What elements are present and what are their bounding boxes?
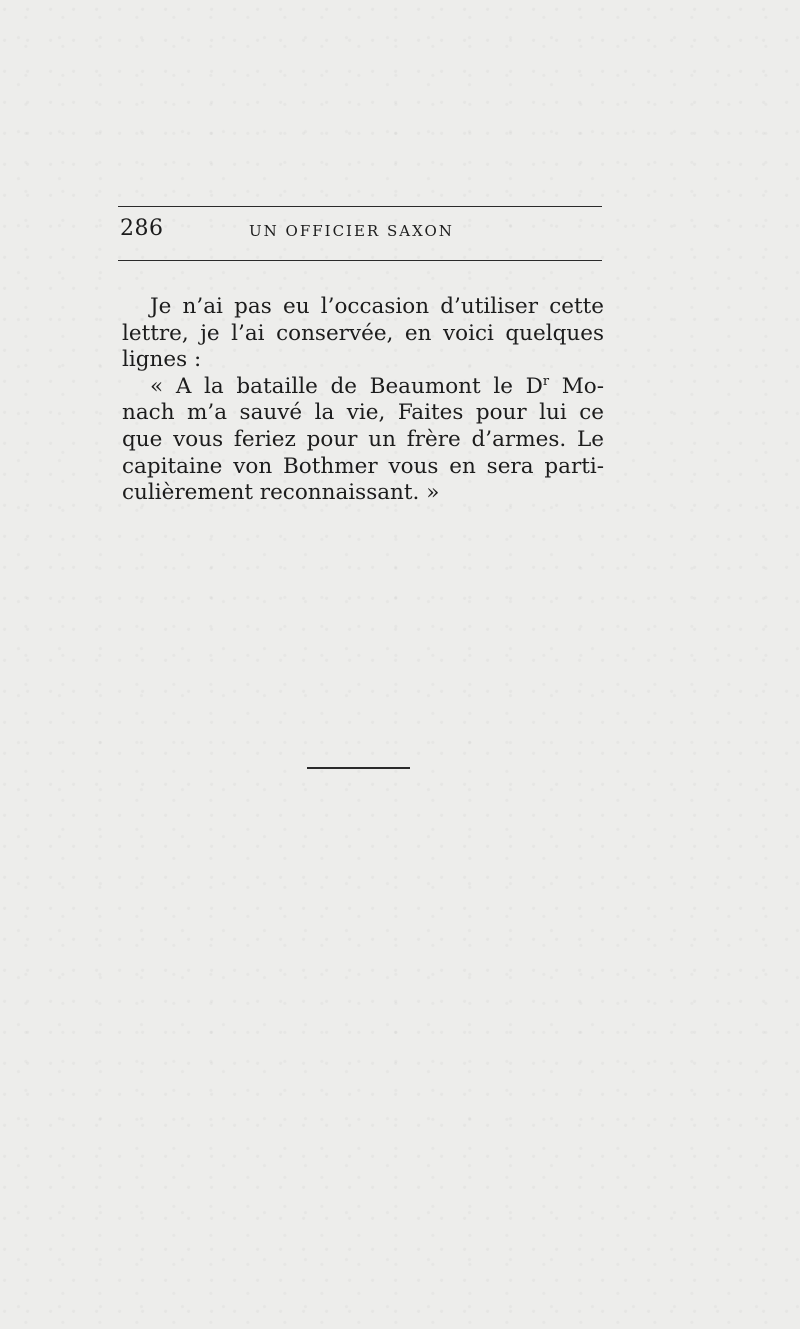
text-line: Je n’ai pas eu l’occasion d’utiliser cette: [150, 294, 604, 319]
text-line: culièrement reconnaissant. »: [122, 480, 440, 506]
text-line: lettre, je l’ai conservée, en voici quelques: [122, 320, 604, 346]
header-bottom-rule: [118, 260, 602, 261]
running-title: UN OFFICIER SAXON: [249, 222, 454, 240]
text-line: capitaine von Bothmer vous en sera parti-: [122, 453, 604, 479]
text-line: nach m’a sauvé la vie, Faites pour lui ce: [122, 400, 604, 426]
text-fragment: Mo-: [549, 373, 604, 399]
body-text: [122, 294, 604, 507]
running-header: [118, 216, 602, 250]
text-line: que vous feriez pour un frère d’armes. Le: [122, 426, 604, 452]
page-number: 286: [120, 216, 164, 241]
superscript: r: [542, 373, 550, 389]
text-line: [122, 374, 604, 401]
text-line: lignes :: [122, 347, 202, 373]
header-top-rule: [118, 206, 602, 207]
section-end-rule: [307, 767, 410, 769]
text-fragment: « A la bataille de Beaumont le D: [150, 373, 543, 399]
